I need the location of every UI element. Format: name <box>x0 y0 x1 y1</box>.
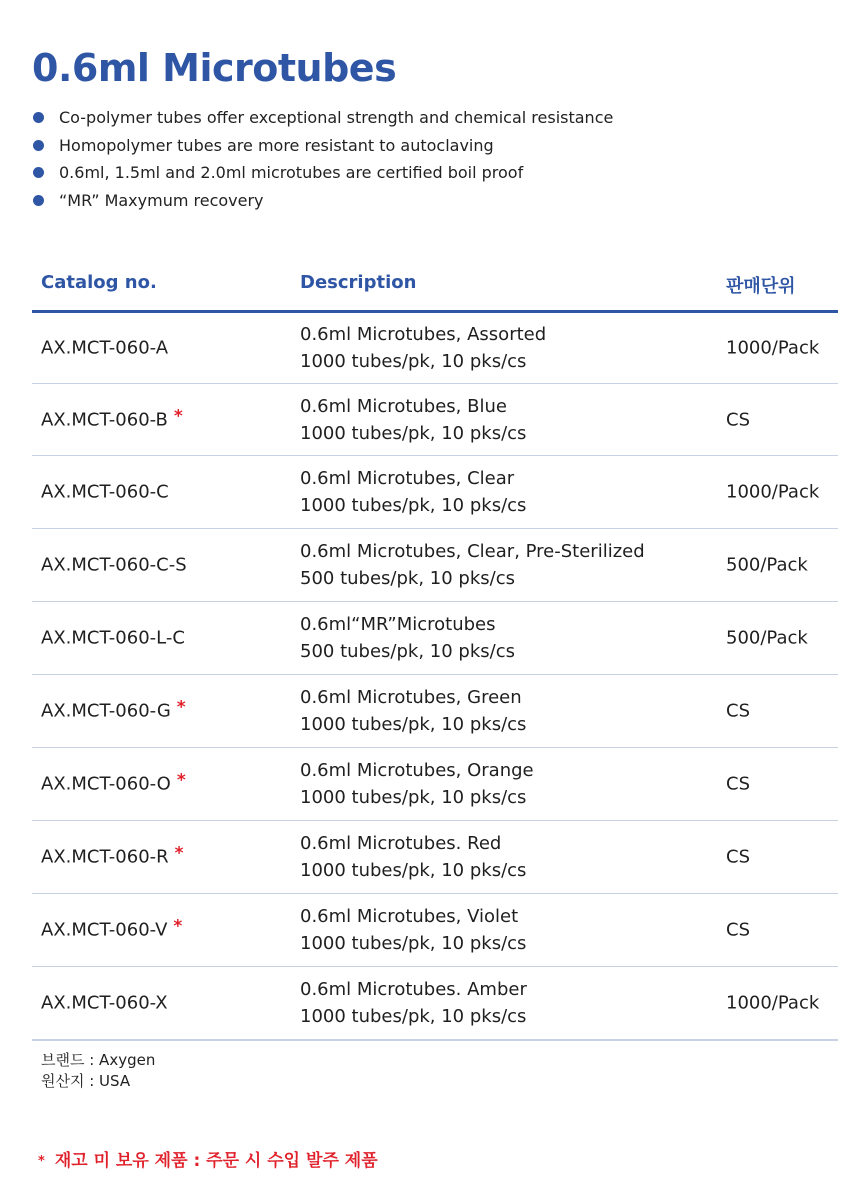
catalog-cell <box>41 916 183 941</box>
description-cell <box>300 611 515 665</box>
unit-cell: CS <box>726 700 750 722</box>
table-row <box>32 748 838 821</box>
page-title: 0.6ml Microtubes <box>32 46 397 90</box>
bullet-dot-icon <box>33 140 44 151</box>
description-line: 1000 tubes/pk, 10 pks/cs <box>300 933 527 954</box>
catalog-cell <box>41 555 193 576</box>
unit-cell: 1000/Pack <box>726 992 820 1014</box>
stock-star-icon: * <box>173 406 183 426</box>
description-line: 0.6ml Microtubes, Violet <box>300 906 519 927</box>
description-cell <box>300 830 526 884</box>
footnote-text: 재고 미 보유 제품 : 주문 시 수입 발주 제품 <box>54 1151 378 1171</box>
stock-star-icon: * <box>176 770 186 791</box>
header-unit: 판매단위 <box>726 276 796 297</box>
feature-item <box>32 187 613 215</box>
description-line: 500 tubes/pk, 10 pks/cs <box>300 641 515 662</box>
bullet-dot-icon <box>33 167 44 178</box>
description-cell <box>300 538 645 592</box>
table-row <box>32 675 838 748</box>
table-row <box>32 529 838 602</box>
feature-text: Co-polymer tubes offer exceptional strength and chemical resistance <box>59 108 614 127</box>
unit-cell: 1000/Pack <box>726 337 820 359</box>
description-line: 0.6ml Microtubes, Orange <box>300 760 534 781</box>
catalog-cell <box>41 628 191 649</box>
description-line: 0.6ml Microtubes. Amber <box>300 979 527 1000</box>
feature-text: Homopolymer tubes are more resistant to autoclaving <box>59 135 494 155</box>
footnote-star-icon: * <box>38 1154 45 1169</box>
description-line: 1000 tubes/pk, 10 pks/cs <box>300 351 527 372</box>
unit-cell: CS <box>726 846 750 868</box>
description-line: 1000 tubes/pk, 10 pks/cs <box>300 714 527 735</box>
feature-item <box>32 159 613 187</box>
stock-star-icon: * <box>176 697 186 718</box>
feature-item <box>32 104 613 132</box>
table-row <box>32 384 838 456</box>
bullet-dot-icon <box>33 112 44 123</box>
catalog-number: AX.MCT-060-X <box>41 992 168 1014</box>
table-row <box>32 456 838 529</box>
bullet-dot-icon <box>33 195 44 206</box>
description-cell <box>300 976 527 1030</box>
stock-star-icon: * <box>173 916 183 937</box>
catalog-number: AX.MCT-060-C <box>41 481 169 503</box>
product-meta <box>41 1050 155 1092</box>
description-cell <box>300 465 526 519</box>
catalog-number: AX.MCT-060-V <box>41 919 168 941</box>
description-cell <box>300 684 526 738</box>
table-row <box>32 313 838 384</box>
catalog-number: AX.MCT-060-A <box>41 337 169 359</box>
catalog-number: AX.MCT-060-C-S <box>41 554 187 576</box>
description-cell <box>300 757 534 811</box>
description-line: 0.6ml Microtubes, Blue <box>300 395 507 417</box>
description-cell <box>300 321 546 375</box>
catalog-cell <box>41 697 186 722</box>
description-line: 500 tubes/pk, 10 pks/cs <box>300 568 515 589</box>
stock-footnote <box>38 1146 378 1171</box>
brand-text: 브랜드 : Axygen <box>41 1051 156 1069</box>
description-line: 0.6ml Microtubes. Red <box>300 833 502 854</box>
table-row <box>32 967 838 1041</box>
table-row <box>32 602 838 675</box>
feature-list <box>32 104 613 214</box>
feature-text: 0.6ml, 1.5ml and 2.0ml microtubes are certified boil proof <box>59 163 524 182</box>
description-line: 1000 tubes/pk, 10 pks/cs <box>300 787 527 808</box>
description-line: 1000 tubes/pk, 10 pks/cs <box>300 1006 527 1027</box>
table-row <box>32 894 838 967</box>
catalog-cell <box>41 482 175 503</box>
description-line: 1000 tubes/pk, 10 pks/cs <box>300 860 527 881</box>
description-line: 1000 tubes/pk, 10 pks/cs <box>300 422 527 444</box>
unit-cell: 500/Pack <box>726 554 808 576</box>
description-line: 0.6ml“MR”Microtubes <box>300 614 496 635</box>
description-line: 0.6ml Microtubes, Assorted <box>300 324 547 345</box>
catalog-number: AX.MCT-060-O <box>41 773 171 795</box>
origin-text: 원산지 : USA <box>41 1072 131 1090</box>
catalog-cell <box>41 993 174 1014</box>
header-description: Description <box>300 272 417 293</box>
unit-cell: CS <box>726 919 750 941</box>
header-catalog: Catalog no. <box>41 272 157 293</box>
description-cell <box>300 393 526 447</box>
catalog-number: AX.MCT-060-R <box>41 846 169 868</box>
description-line: 1000 tubes/pk, 10 pks/cs <box>300 495 527 516</box>
catalog-cell <box>41 770 186 795</box>
catalog-cell <box>41 843 184 868</box>
unit-cell: 1000/Pack <box>726 481 820 503</box>
catalog-number: AX.MCT-060-G <box>41 700 171 722</box>
catalog-number: AX.MCT-060-L-C <box>41 627 185 649</box>
unit-cell: CS <box>726 773 750 795</box>
table-row <box>32 821 838 894</box>
catalog-cell <box>41 338 174 359</box>
unit-cell: 500/Pack <box>726 627 808 649</box>
catalog-cell <box>41 406 183 430</box>
table-header <box>32 260 838 313</box>
description-line: 0.6ml Microtubes, Clear <box>300 468 515 489</box>
stock-star-icon: * <box>174 843 184 864</box>
description-line: 0.6ml Microtubes, Green <box>300 687 522 708</box>
description-cell <box>300 903 526 957</box>
feature-item <box>32 132 613 160</box>
description-line: 0.6ml Microtubes, Clear, Pre-Sterilized <box>300 541 645 562</box>
unit-cell: CS <box>726 409 750 430</box>
feature-text: “MR” Maxymum recovery <box>59 190 264 210</box>
product-table <box>32 260 838 1041</box>
catalog-number: AX.MCT-060-B <box>41 409 168 430</box>
